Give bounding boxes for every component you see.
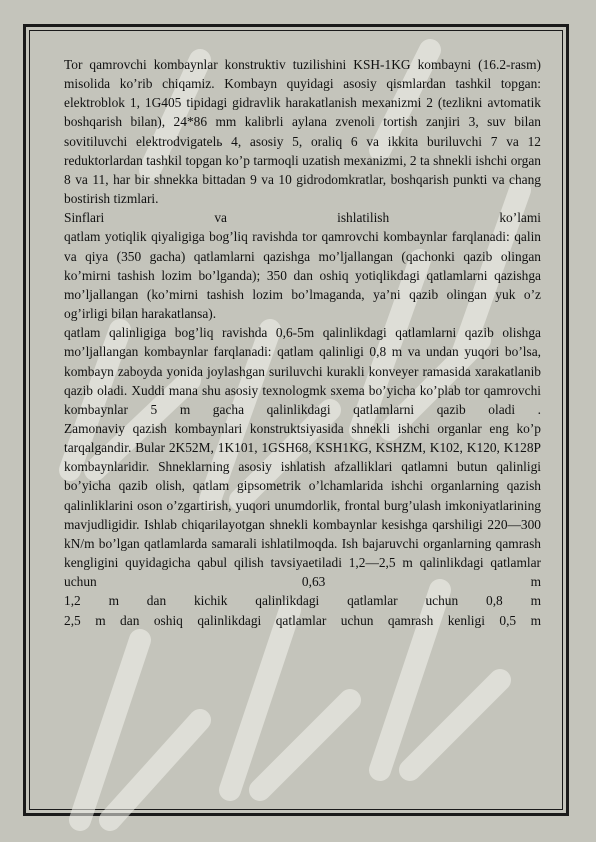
paragraph-classes-heading: Sinflari va ishlatilish ko’lami [64, 210, 541, 226]
paragraph-construction: Tor qamrovchi kombaynlar konstruktiv tuzilishini KSH-1KG kombayni (16.2-rasm) misolida ko’rib chiqamiz. Kombayn quyidagi asosiy qismlardan tashkil topgan: elektroblok 1, 1G405 tipidagi gidravlik harakatlanish mexanizmi 2 (tezlikni avtomatik boshqarish bilan), 24*86 mm kalibrli aylana zvenoli tortish zanjiri 3, suv bilan sovitiluvchi elektrodvigatelь 4, asosiy 5, oraliq 6 va ikkita buriluvchi 7 va 12 reduktorlardan tashkil topgan ko’p tarmoqli uzatish mexanizmi, 2 ta shnekli ishchi organ 8 va 11, har bir shnekka bittadan 9 va 10 gidrodomkratlar, boshqarish punkti va chang bostirish tizmlari. [64, 57, 541, 207]
paragraph-width-small: 1,2 m dan kichik qalinlikdagi qatlamlar uchun 0,8 m [64, 593, 541, 609]
paragraph-modern-combines: Zamonaviy qazish kombaynlari konstruktsiyasida shnekli ishchi organlar eng ko’p tarqalgandir. Bular 2K52M, 1K101, 1GSH68, KSH1KG, KSHZM, K102, K120, K128P kombaynlaridir. Shneklarning asosiy ishlatish afzalliklari qatlamni butun qalinligi bo’yicha qazib olish, qatlam gipsometrik o’lchamlarida ishchi organlarning qazish qalinliklarini oson o’zgartirish, yuqori unumdorlik, frontal burg’ulash imkoniyatlarining mavjudligidir. Ishlab chiqarilayotgan shnekli kombaynlar kesishga qarshiligi 220—300 kN/m bo’lgan qatlamlarda samarali ishlatilmoqda. Ish bajaruvchi organlarning qamrash kengligini quyidagicha qabul qilish tavsiyaetiladi 1,2—2,5 m qalinlikdagi qatlamlar uchun 0,63 m [64, 420, 541, 590]
paragraph-width-large: 2,5 m dan oshiq qalinlikdagi qatlamlar uchun qamrash kenligi 0,5 m [64, 612, 541, 628]
document-body [64, 55, 541, 630]
paragraph-thickness: qatlam qalinligiga bog’liq ravishda 0,6-5m qalinlikdagi qatlamlarni qazib olishga mo’ljallangan kombaynlar farqlanadi: qatlam qalinligi 0,8 m va undan yuqori bo’lsa, kombayn zaboyda yonida joylashgan suriluvchi kurakli konveyer ramasida xarakatlanib qazib oladi. Xuddi mana shu asosiy texnologmk sxema bo’yicha ko’plab tor qamrovchi kombaynlar 5 m gacha qalinlikdagi qatlamlarni qazib oladi . [64, 325, 541, 417]
paragraph-inclination: qatlam yotiqlik qiyaligiga bog’liq ravishda tor qamrovchi kombaynlar farqlanadi: qalin va qiya (350 gacha) qatlamlarni qazishga mo’ljallangan (qachonki qazib olingan ko’mirni tashish lozim bo’lganda); 350 dan oshiq yotiqlikdagi qatlamlarni qazishga mo’ljallangan (ko’mirni tashish lozim bo’lmaganda, ya’ni qazib olingan yuk o’z og’irligi bilan harakatlansa). [64, 229, 541, 322]
